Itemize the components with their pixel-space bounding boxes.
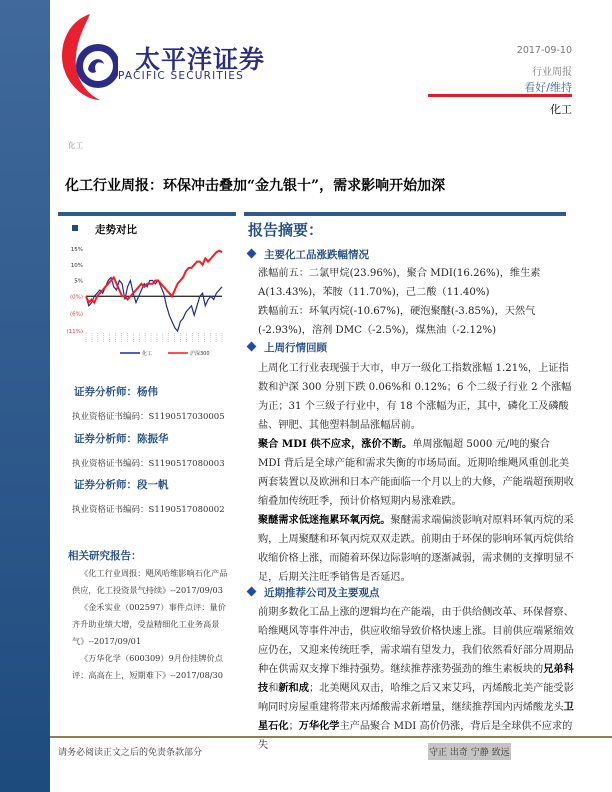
section-heading: 上周行情回顾 [248, 340, 327, 355]
y-tick-label: 5% [74, 278, 83, 285]
top-losers: 跌幅前五：环氧丙烷(-10.67%)，硬泡聚醚(-3.85%)，天然气(-2.93%)，溶剂 DMC（-2.5%)，煤焦油（-2.12%) [258, 306, 536, 336]
legend-label: 化工 [142, 351, 153, 357]
y-tick-label: (11%) [66, 329, 83, 335]
diamond-bullet-icon [247, 342, 257, 352]
related-report-link[interactable]: 《金禾实业（002597）事件点评：量价齐升助业绩大增，受益精细化工业务高景气》--2017/09/01 [72, 602, 226, 646]
report-date: 2017-09-10 [516, 45, 572, 56]
analyst-name: 证券分析师：陈振华 [74, 433, 169, 445]
logo-text-en: PACIFIC SECURITIES [118, 70, 245, 82]
diamond-bullet-icon [247, 249, 257, 259]
rating: 看好/维持 [524, 81, 572, 94]
analyst-cert: 执业资格证书编码：S1190517080002 [72, 505, 225, 515]
right-bar [244, 212, 566, 216]
top-gainers: 涨幅前五：二氯甲烷(23.96%)，聚合 MDI(16.26%)，维生素 A(13.43%)，苯胺（11.70%)，己二酸（11.40%) [258, 268, 541, 298]
y-tick-label: (6%) [69, 311, 83, 318]
industry-label: 化工 [550, 103, 572, 116]
analyst-name: 证券分析师：段一帆 [74, 479, 169, 491]
paragraph: 上周化工行业表现强于大市，申万一级化工指数涨幅 1.21%，上证指数和沪深 300 分别下跌 0.06%和 0.12%；6 个二级子行业 2 个涨幅为正；31 个三级子行业中，有 18 个涨幅为正，其中，磷化工及磷酸盐、钾肥、其他塑料制品涨幅居前。 [258, 363, 572, 431]
section-heading: 主要化工品涨跌幅情况 [248, 247, 369, 262]
square-bullet-icon [72, 225, 78, 231]
analyst-name: 证券分析师：杨伟 [74, 386, 158, 398]
trend-chart [60, 240, 230, 360]
y-tick-label: 10% [70, 262, 83, 269]
section-body [258, 264, 574, 340]
paragraph: 前期多数化工品上涨的逻辑均在产能端，由于供给侧改革、环保督察、哈维飓风等事件冲击，供应收缩导致价格快速上涨。目前供应端紧缩效应仍在，又迎来传统旺季，需求端有望发力，我们依然看好部分周期品种在供需双支撑下维持强势。继续推荐涨势强劲的维生素板块的兄弟科技和新和成；北美飓风双击，哈维之后又来艾玛，丙烯酸北美产能受影响同时房屋重建将带来丙烯酸需求新增量，继续推荐国内丙烯酸龙头卫星石化；万华化学主产品聚合 MDI 高价仍涨，背后是全球供不应求的失 [258, 607, 574, 751]
analyst-cert: 执业资格证书编码：S1190517030005 [72, 412, 225, 422]
red-divider [428, 94, 572, 97]
related-reports [72, 565, 232, 684]
sidebar-band [0, 0, 50, 792]
report-type: 行业周报 [532, 67, 572, 78]
paragraph: 聚醚需求低迷拖累环氧丙烷。聚醚需求端偏淡影响对原料环氧丙烷的采购，上周聚醚和环氧丙烷双双走跌。前期由于环保的影响环氧丙烷供给收缩价格上涨，而随着环保边际影响的逐渐减弱，需求侧的支撑明显不足，后期关注旺季销售是否延迟。 [258, 514, 574, 583]
analyst-cert: 执业资格证书编码：S1190517080003 [72, 459, 225, 469]
motto: 守正 出奇 宁静 致远 [428, 743, 511, 760]
related-report-link[interactable]: 《化工行业周报：飓风哈维影响石化产品供应，化工投资景气持续》--2017/09/03 [72, 568, 228, 595]
pacific-logo-icon [58, 14, 118, 104]
disclaimer: 请务必阅读正文之后的免责条款部分 [58, 748, 203, 758]
related-heading: 相关研究报告： [68, 550, 142, 562]
paragraph: 聚合 MDI 供不应求，涨价不断。单周涨幅超 5000 元/吨的聚合 MDI 背后是全球产能和需求失衡的市场局面。近期哈维飓风重创北美两套装置以及欧洲和日本产能面临一个月以上的大修，产能端超预期收缩叠加传统旺季，预计价格短期内易涨难跌。 [258, 438, 574, 507]
y-tick-label: (0%) [69, 294, 83, 301]
left-bar [58, 212, 236, 216]
related-report-link[interactable]: 《万华化学（600309）9月份挂牌价点评：高高在上，短期难下》--2017/08/30 [72, 653, 223, 680]
y-tick-label: 15% [70, 247, 83, 253]
summary-heading: 报告摘要： [248, 221, 324, 239]
section-body [258, 359, 574, 587]
chart-heading: 走势对比 [95, 224, 137, 236]
diamond-bullet-icon [247, 587, 257, 597]
footer-divider [50, 736, 612, 738]
section-heading: 近期推荐公司及主要观点 [248, 585, 380, 600]
logo-text-cn: 太平洋证券 [135, 45, 266, 74]
page-title: 化工行业周报：环保冲击叠加“金九银十”，需求影响开始加深 [65, 178, 446, 194]
legend-label: 沪深300 [190, 351, 210, 357]
category-label: 化工 [68, 141, 83, 150]
